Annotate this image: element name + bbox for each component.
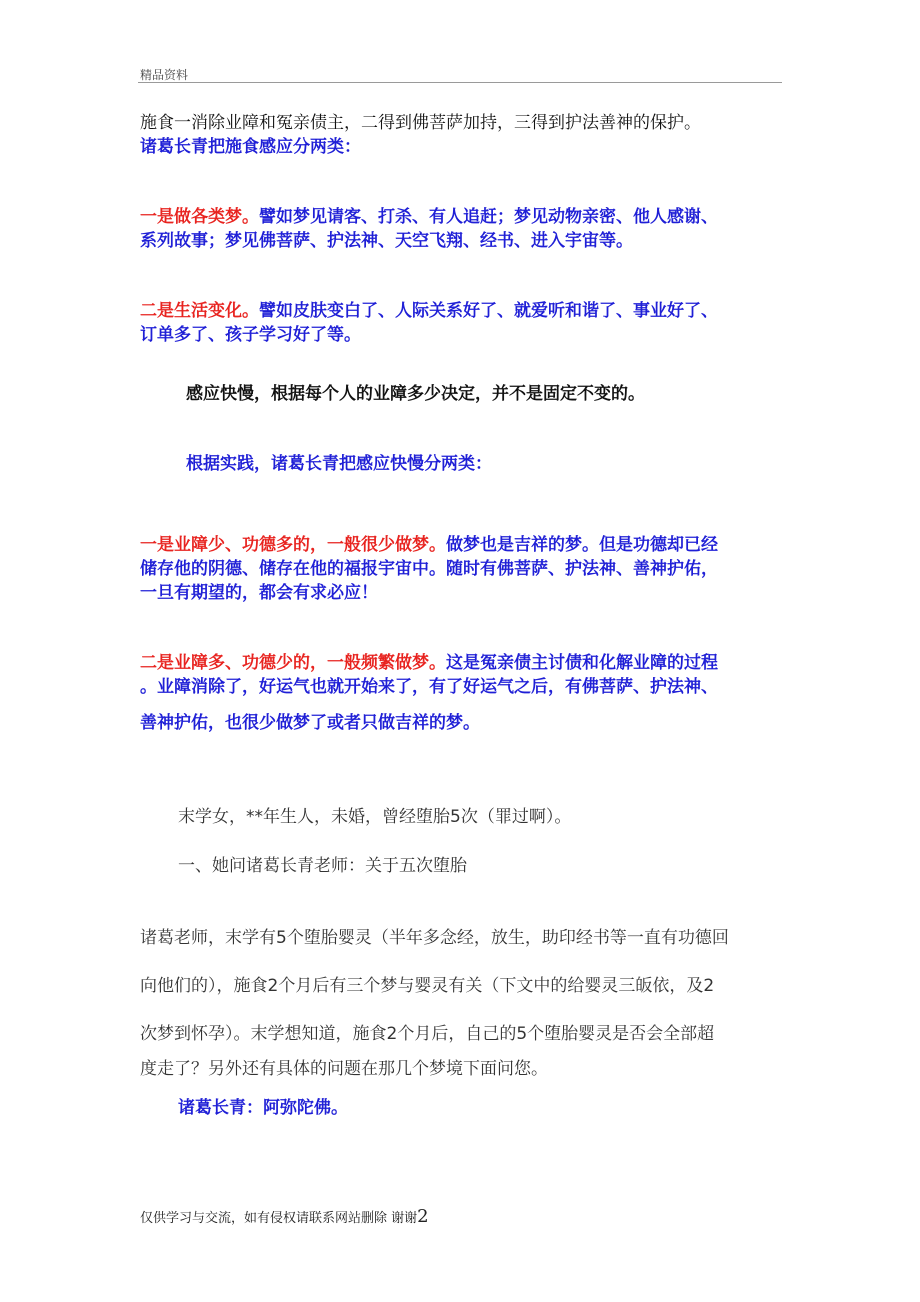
item1-lead: 一是做各类梦。 — [140, 207, 259, 227]
practice-note: 根据实践，诸葛长青把感应快慢分两类： — [186, 454, 492, 474]
case-paragraph-line-1: 诸葛老师，末学有5个堕胎婴灵（半年多念经，放生，助印经书等一直有功德回 — [140, 928, 729, 948]
item3-lead: 一是业障少、功德多的，一般很少做梦。 — [140, 535, 446, 555]
item3-line-1 — [140, 533, 718, 557]
item3-line-2: 储存他的阴德、储存在他的福报宇宙中。随时有佛菩萨、护法神、善神护佑， — [140, 559, 718, 579]
header-rule — [138, 82, 782, 83]
footer-text: 仅供学习与交流，如有侵权请联系网站删除 谢谢 — [140, 1211, 418, 1226]
item4-line-2: 。业障消除了，好运气也就开始来了，有了好运气之后，有佛菩萨、护法神、 — [140, 677, 718, 697]
case-question-1: 一、她问诸葛长青老师：关于五次堕胎 — [178, 856, 467, 876]
item4-rest: 这是冤亲债主讨债和化解业障的过程 — [446, 653, 718, 673]
item1-line-1 — [140, 205, 718, 229]
header-label: 精品资料 — [140, 68, 189, 82]
case-paragraph-line-4: 度走了？另外还有具体的问题在那几个梦境下面问您。 — [140, 1059, 548, 1079]
footer-note — [140, 1206, 429, 1227]
speed-note: 感应快慢，根据每个人的业障多少决定，并不是固定不变的。 — [186, 384, 645, 404]
case-intro: 末学女，**年生人，未婚，曾经堕胎5次（罪过啊）。 — [178, 807, 572, 827]
intro-line-2: 诸葛长青把施食感应分两类： — [140, 137, 361, 157]
item1-rest: 譬如梦见请客、打杀、有人追赶；梦见动物亲密、他人感谢、 — [259, 207, 718, 227]
page-number: 2 — [417, 1206, 429, 1227]
intro-line-1: 施食一消除业障和冤亲债主，二得到佛菩萨加持，三得到护法善神的保护。 — [140, 113, 701, 133]
item3-rest: 做梦也是吉祥的梦。但是功德却已经 — [446, 535, 718, 555]
case-paragraph-line-2: 向他们的），施食2个月后有三个梦与婴灵有关（下文中的给婴灵三皈依，及2 — [140, 976, 715, 996]
item3-line-3: 一旦有期望的，都会有求必应！ — [140, 583, 378, 603]
item1-line-2: 系列故事；梦见佛菩萨、护法神、天空飞翔、经书、进入宇宙等。 — [140, 231, 633, 251]
item4-line-3: 善神护佑，也很少做梦了或者只做吉祥的梦。 — [140, 713, 480, 733]
item4-line-1 — [140, 651, 718, 675]
item2-rest: 譬如皮肤变白了、人际关系好了、就爱听和谐了、事业好了、 — [259, 301, 718, 321]
item2-lead: 二是生活变化。 — [140, 301, 259, 321]
case-paragraph-line-3: 次梦到怀孕）。末学想知道，施食2个月后，自己的5个堕胎婴灵是否会全部超 — [140, 1024, 715, 1044]
item2-line-1 — [140, 299, 718, 323]
answer-line: 诸葛长青：阿弥陀佛。 — [178, 1098, 348, 1118]
item4-lead: 二是业障多、功德少的，一般频繁做梦。 — [140, 653, 446, 673]
item2-line-2: 订单多了、孩子学习好了等。 — [140, 325, 361, 345]
